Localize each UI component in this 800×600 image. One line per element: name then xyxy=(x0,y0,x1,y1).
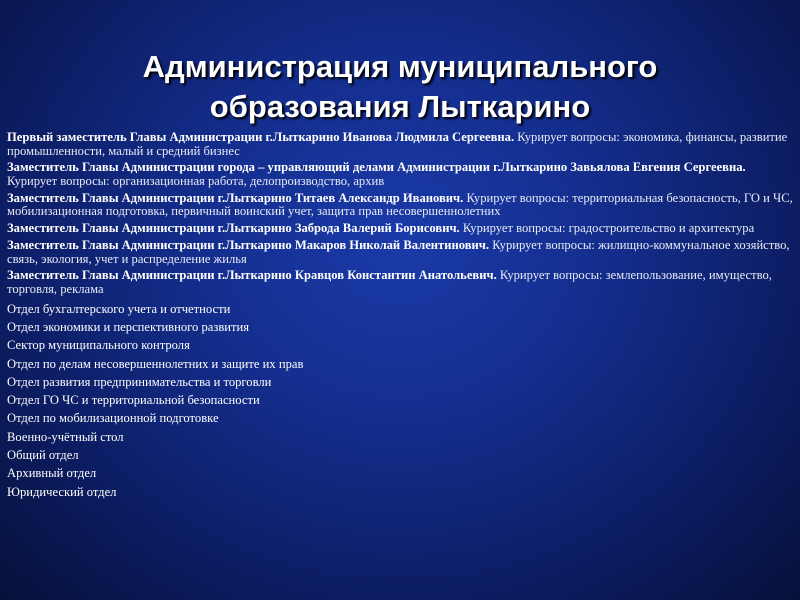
deputy-responsibilities: Курирует вопросы: землепользование, имущество, торговля, реклама xyxy=(7,268,772,296)
deputy-entry xyxy=(7,131,793,158)
deputy-name: Заместитель Главы Администрации г.Лыткарино Титаев Александр Иванович. xyxy=(7,190,464,205)
department-item: Отдел по мобилизационной подготовке xyxy=(7,411,219,426)
deputy-name: Заместитель Главы Администрации г.Лыткарино Заброда Валерий Борисович. xyxy=(7,221,460,236)
department-item: Юридический отдел xyxy=(7,484,117,499)
department-item: Отдел ГО ЧС и территориальной безопасности xyxy=(7,393,260,408)
deputy-responsibilities: Курирует вопросы: жилищно-коммунальное хозяйство, связь, экология, учет и распределение жилья xyxy=(7,237,790,266)
department-item: Отдел по делам несовершеннолетних и защите их прав xyxy=(7,356,304,371)
slide-title-line-1: Администрация муниципального xyxy=(142,49,658,84)
deputy-responsibilities: Курирует вопросы: градостроительство и архитектура xyxy=(459,221,755,236)
deputy-name: Первый заместитель Главы Администрации г.Лыткарино Иванова Людмила Сергеевна. xyxy=(7,130,515,144)
slide-body xyxy=(7,131,793,501)
department-item: Отдел бухгалтерского учета и отчетности xyxy=(7,301,231,316)
department-item: Военно-учётный стол xyxy=(7,429,124,444)
department-item: Общий отдел xyxy=(7,448,79,463)
slide-title-line-2: образования Лыткарино xyxy=(209,89,591,124)
deputy-name: Заместитель Главы Администрации г.Лыткарино Кравцов Константин Анатольевич. xyxy=(7,268,497,283)
department-item: Отдел развития предпринимательства и торговли xyxy=(7,374,272,389)
deputy-responsibilities: Курирует вопросы: организационная работа, делопроизводство, архив xyxy=(7,173,385,188)
deputy-entry xyxy=(7,192,793,219)
department-item: Архивный отдел xyxy=(7,466,97,481)
deputy-responsibilities: Курирует вопросы: территориальная безопасность, ГО и ЧС, мобилизационная подготовка, первичный воинский учет, защита прав несовершеннолетних xyxy=(7,190,793,219)
deputy-name: Заместитель Главы Администрации г.Лыткарино Макаров Николай Валентинович. xyxy=(7,237,490,252)
deputy-entry xyxy=(7,222,793,236)
deputy-entry xyxy=(7,161,793,188)
deputy-entry xyxy=(7,239,793,266)
deputy-entry xyxy=(7,269,793,296)
department-list xyxy=(7,300,793,501)
deputy-name: Заместитель Главы Администрации города – управляющий делами Администрации г.Лыткарино Завьялова Евгения Сергеевна. xyxy=(7,160,746,175)
slide-title xyxy=(60,47,740,127)
department-item: Сектор муниципального контроля xyxy=(7,338,190,353)
department-item: Отдел экономики и перспективного развития xyxy=(7,319,250,334)
deputy-responsibilities: Курирует вопросы: экономика, финансы, развитие промышленности, малый и средний бизнес xyxy=(7,130,788,158)
